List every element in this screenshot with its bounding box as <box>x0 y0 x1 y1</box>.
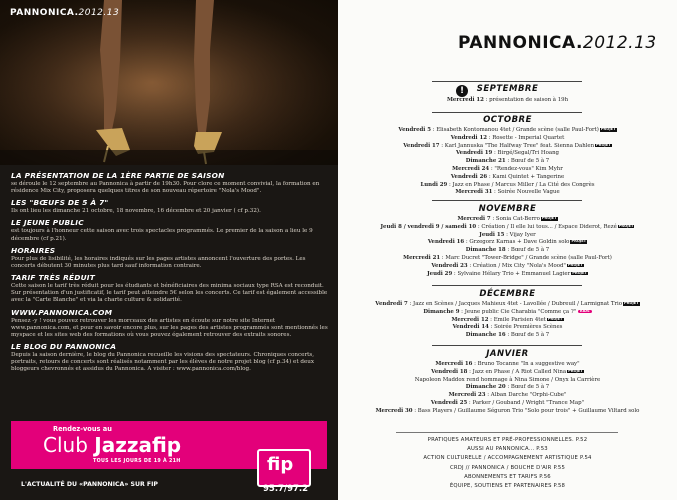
event-date: Mercredi 12 <box>451 316 489 323</box>
event-row <box>338 98 677 103</box>
left-page <box>0 0 338 500</box>
section-text: Pensez -y ! vous pouvez retrouver les morceaux des artistes en écoute sur notre site Internet www.pannonica.com, et pour en savoir encore plus, sur les pages des artistes programmés sont mentionnés les myspace et les sites web des formations où vous pouvez également retrouver des extraits sonores. <box>11 317 328 338</box>
event-row <box>338 318 677 323</box>
event-row <box>338 370 677 375</box>
event-row <box>338 310 677 315</box>
ad-tagline: L'ACTUALITÉ DU «PANNONICA» SUR FIP <box>21 481 158 488</box>
event-date: Vendredi 17 <box>403 142 440 149</box>
event-date: Vendredi 7 <box>375 301 408 307</box>
event-title: : "Rendez-vous" Kim Myhr <box>489 166 563 172</box>
section-title: LA PRÉSENTATION DE LA 1ÈRE PARTIE DE SAISON <box>11 171 225 180</box>
event-title: : présentation de saison à 19h <box>483 97 569 103</box>
footer-link[interactable]: PRATIQUES AMATEURS ET PRÉ-PROFESSIONNELLES. P.52 <box>427 437 588 443</box>
event-row <box>338 401 677 406</box>
event-title: : Kami Quintet + Tangerine <box>487 173 565 180</box>
info-section <box>11 218 329 242</box>
ad-club-word: Club <box>43 433 95 457</box>
month-title-september: SEPTEMBRE <box>476 84 539 94</box>
event-row <box>338 175 677 180</box>
section-title: TARIF TRÈS RÉDUIT <box>11 273 95 283</box>
event-row <box>338 190 677 195</box>
section-text: Depuis la saison dernière, le blog du Pannonica recueille les visions des spectateurs. Chroniques concerts, portraits, retours de concerts sont réalisés notamment par les élèves de notre projet blog (cf p.34) et deux bloggeurs chevronnés et assidus du Pannonica. A visiter : www.pannonica.com/blog. <box>11 352 315 373</box>
event-date: Lundi 29 <box>420 181 448 188</box>
event-date: Dimanche 18 <box>465 247 506 254</box>
kids-badge: KIDS <box>579 308 590 313</box>
footer-link[interactable]: ÉQUIPE, SOUTIENS ET PARTENAIRES P.58 <box>449 483 566 489</box>
event-row <box>338 264 677 269</box>
event-title: : Bœuf de 5 à 7 <box>505 332 550 339</box>
projet-badge: PROJET <box>618 223 634 228</box>
ad-name: Jazzafip <box>94 433 182 457</box>
event-title: : Alban Darche "Orphi-Cube" <box>485 392 567 399</box>
footer-link[interactable]: ABONNEMENTS ET TARIFS P.56 <box>464 473 551 480</box>
event-row <box>338 225 677 230</box>
event-title: : Jazz en Phase / A Riot Called Nina <box>467 368 567 375</box>
event-date: Vendredi 19 <box>455 150 493 157</box>
event-row <box>338 151 677 156</box>
info-section <box>11 273 329 304</box>
projet-badge: PROJET <box>568 368 583 373</box>
event-date: Dimanche 21 <box>465 158 506 165</box>
event-row <box>338 233 677 238</box>
event-date: Mercredi 12 <box>446 97 484 103</box>
fip-logo-text: fip <box>267 454 294 475</box>
event-title: : Bœuf de 5 à 7 <box>505 158 550 165</box>
event-row <box>338 393 677 398</box>
section-title: HORAIRES <box>11 245 56 255</box>
dancer-legs-illustration <box>0 0 338 165</box>
ad-schedule: TOUS LES JOURS DE 19 À 21H <box>93 459 181 464</box>
month-title-january: JANVIER <box>486 349 529 359</box>
event-title: : Bass Players / Guillaume Séguron Trio "Solo pour trois" + Guillaume Viltard solo <box>412 407 640 414</box>
event-date: Mercredi 31 <box>455 189 493 196</box>
event-row <box>338 272 677 277</box>
section-text: Pour plus de lisibilité, les horaires indiqués sur les pages artistes annoncent l'ouverture des portes. Les concerts débutent 30 minutes plus tard sauf information contraire. <box>11 255 306 269</box>
info-section <box>11 171 329 195</box>
fip-logo <box>257 449 311 487</box>
event-title: : Jazz en Scènes / Jacques Mahieux 4tet - Lavollée / Dubreuil / Larmignat Trio <box>407 301 623 307</box>
section-text: est toujours à l'honneur cette saison avec trois spectacles programmés. Le premier de la saison a lieu le 9 décembre (cf p.21). <box>11 228 313 242</box>
event-row <box>338 167 677 172</box>
divider <box>432 81 582 82</box>
logo-name: PANNONICA. <box>458 33 583 53</box>
exclamation-icon: ! <box>456 85 468 97</box>
event-title: : Karl Jannuska "The Halfway Tree" feat. Sienna Dahlen <box>439 142 595 149</box>
event-row <box>338 333 677 338</box>
event-date: Jeudi 29 <box>427 270 453 277</box>
month-title-december: DÉCEMBRE <box>479 289 536 299</box>
ad-title <box>43 433 181 457</box>
section-title[interactable]: WWW.PANNONICA.COM <box>11 307 113 317</box>
ad-top-text: Rendez-vous au <box>53 425 112 433</box>
event-date: Mercredi 7 <box>457 216 491 222</box>
event-row <box>338 302 677 307</box>
club-jazzafip-ad <box>11 421 327 496</box>
info-section <box>11 198 329 215</box>
event-row <box>338 378 677 383</box>
event-title: : Sylvaine Hélary Trio + Emmanuel Lagier <box>452 270 571 277</box>
info-section <box>11 308 329 339</box>
event-date: Jeudi 8 / vendredi 9 / samedi 10 <box>380 223 477 230</box>
divider <box>432 285 582 286</box>
event-date: Vendredi 14 <box>452 324 489 331</box>
event-row <box>338 240 677 245</box>
event-title: : Jeune public Cie Charabia "Comme ça ?" <box>459 308 577 315</box>
projet-badge: PROJET <box>596 142 611 147</box>
month-title-october: OCTOBRE <box>483 115 532 125</box>
event-title: : Soirée Nouvelle Vague <box>492 189 560 196</box>
event-date: Dimanche 9 <box>423 308 460 315</box>
section-text: se déroule le 12 septembre au Pannonica à partir de 19h30. Pour clore ce moment convivial, la formation en résidence Mix City, proposera quelques titres de son nouveau répertoire "Nola's Mood". <box>11 181 320 195</box>
event-title: : Birgé/Segal/Tri Hoang <box>492 150 560 157</box>
month-title-november: NOVEMBRE <box>478 204 537 214</box>
info-section <box>11 342 329 373</box>
section-text: Cette saison le tarif très réduit pour les étudiants et bénéficiaires des minima sociaux type RSA est reconduit. Sur présentation d'un justificatif, le tarif peut atteindre 5€ selon les concerts. Ce tarif est également accessible avec la "Carte Blanche" et via la charte culture & solidarité. <box>11 283 328 304</box>
event-title: : Vijay Iyer <box>504 231 536 238</box>
event-date: Vendredi 12 <box>450 134 487 141</box>
event-date: Mercredi 23 <box>448 392 486 399</box>
ad-frequency: 95.7/97.2 <box>263 484 309 494</box>
projet-badge: PROJET <box>571 239 587 244</box>
event-date: Vendredi 23 <box>431 262 468 269</box>
event-title: : Soirée Premières Scènes <box>488 324 563 331</box>
event-row <box>338 136 677 141</box>
event-title: : Rosette - Imperial Quartet <box>486 134 565 141</box>
event-title: : Bœuf de 5 à 7 <box>505 247 550 254</box>
event-title: : Sonia Cat-Berro <box>490 216 540 222</box>
event-row <box>338 385 677 390</box>
event-row <box>338 217 677 222</box>
section-title: LES "BŒUFS DE 5 À 7" <box>11 198 109 208</box>
event-row <box>338 183 677 188</box>
brand-year: 2012.13 <box>78 8 120 18</box>
footer-link[interactable]: ACTION CULTURELLE / ACCOMPAGNEMENT ARTISTIQUE P.54 <box>423 455 592 462</box>
footer-link[interactable]: CRDJ // PANNONICA / BOUCHE D'AIR P.55 <box>449 464 566 471</box>
event-title: : Bœuf de 5 à 7 <box>505 384 550 391</box>
event-title: : Marc Ducret "Tower-Bridge" / Grande scène (salle Paul-Fort) <box>440 255 612 261</box>
info-sections <box>11 168 329 374</box>
projet-badge: PROJET <box>600 127 616 131</box>
projet-badge: PROJET <box>541 216 557 220</box>
event-row <box>338 159 677 164</box>
section-text: Ils ont lieu les dimanche 21 octobre, 18 novembre, 16 décembre et 20 janvier ( cf p.32). <box>11 208 261 215</box>
event-date: Mercredi 24 <box>452 166 490 172</box>
event-row <box>338 325 677 330</box>
event-date: Mercredi 21 <box>403 255 441 261</box>
divider <box>432 200 582 201</box>
divider <box>432 112 582 113</box>
event-row <box>338 144 677 149</box>
event-row <box>338 248 677 253</box>
logo-year: 2012.13 <box>582 33 657 53</box>
event-title: : Bruno Tocanne "In a suggestive way" <box>472 361 580 367</box>
info-section <box>11 246 329 270</box>
event-title: : Grzegorz Karnas + Dave Goldin solo <box>464 239 570 246</box>
right-page <box>338 0 677 500</box>
projet-badge: PROJET <box>572 270 587 275</box>
footer-link[interactable]: AUSSI AU PANNONICA... P.53 <box>467 446 548 453</box>
event-title: Napoleon Maddox rend hommage à Nina Simone / Onyx la Carrière <box>414 376 601 383</box>
event-title: : Parker / Gouband / Wright "Trance Map" <box>467 400 585 406</box>
projet-badge: PROJET <box>624 301 639 305</box>
divider <box>432 345 582 346</box>
event-date: Jeudi 15 <box>479 231 505 238</box>
event-date: Vendredi 18 <box>431 368 468 375</box>
section-title: LE JEUNE PUBLIC <box>11 218 84 228</box>
event-title: : Emile Parisien 4tet <box>488 316 546 323</box>
event-date: Vendredi 25 <box>430 400 468 406</box>
event-row <box>338 256 677 261</box>
event-date: Dimanche 20 <box>465 384 506 391</box>
projet-badge: PROJET <box>547 316 563 321</box>
event-date: Mercredi 30 <box>375 407 413 414</box>
event-date: Vendredi 26 <box>450 173 488 180</box>
brand-name: PANNONICA. <box>10 8 79 18</box>
event-date: Dimanche 16 <box>465 332 506 339</box>
event-date: Vendredi 16 <box>427 239 465 246</box>
section-title: LE BLOG DU PANNONICA <box>11 342 117 352</box>
pannonica-logo <box>458 33 657 53</box>
event-title: : Création / Il elle lui tous... / Espace Diderot, Rezé <box>476 223 617 230</box>
event-title: : Création / Mix City "Nola's Mood" <box>467 262 566 269</box>
event-title: : Elisabeth Kontomanou 4tet / Grande scène (salle Paul-Fort) <box>430 127 599 133</box>
event-title: : Jazz en Phase / Marcus Miller / La Cité des Congrès <box>447 181 595 188</box>
event-row <box>338 409 677 414</box>
dancer-photo <box>0 0 338 165</box>
projet-badge: PROJET <box>567 262 583 267</box>
event-date: Mercredi 16 <box>435 361 473 367</box>
event-date: Vendredi 5 <box>398 127 431 133</box>
event-row <box>338 362 677 367</box>
event-row <box>338 128 677 133</box>
brand-small <box>10 8 119 18</box>
